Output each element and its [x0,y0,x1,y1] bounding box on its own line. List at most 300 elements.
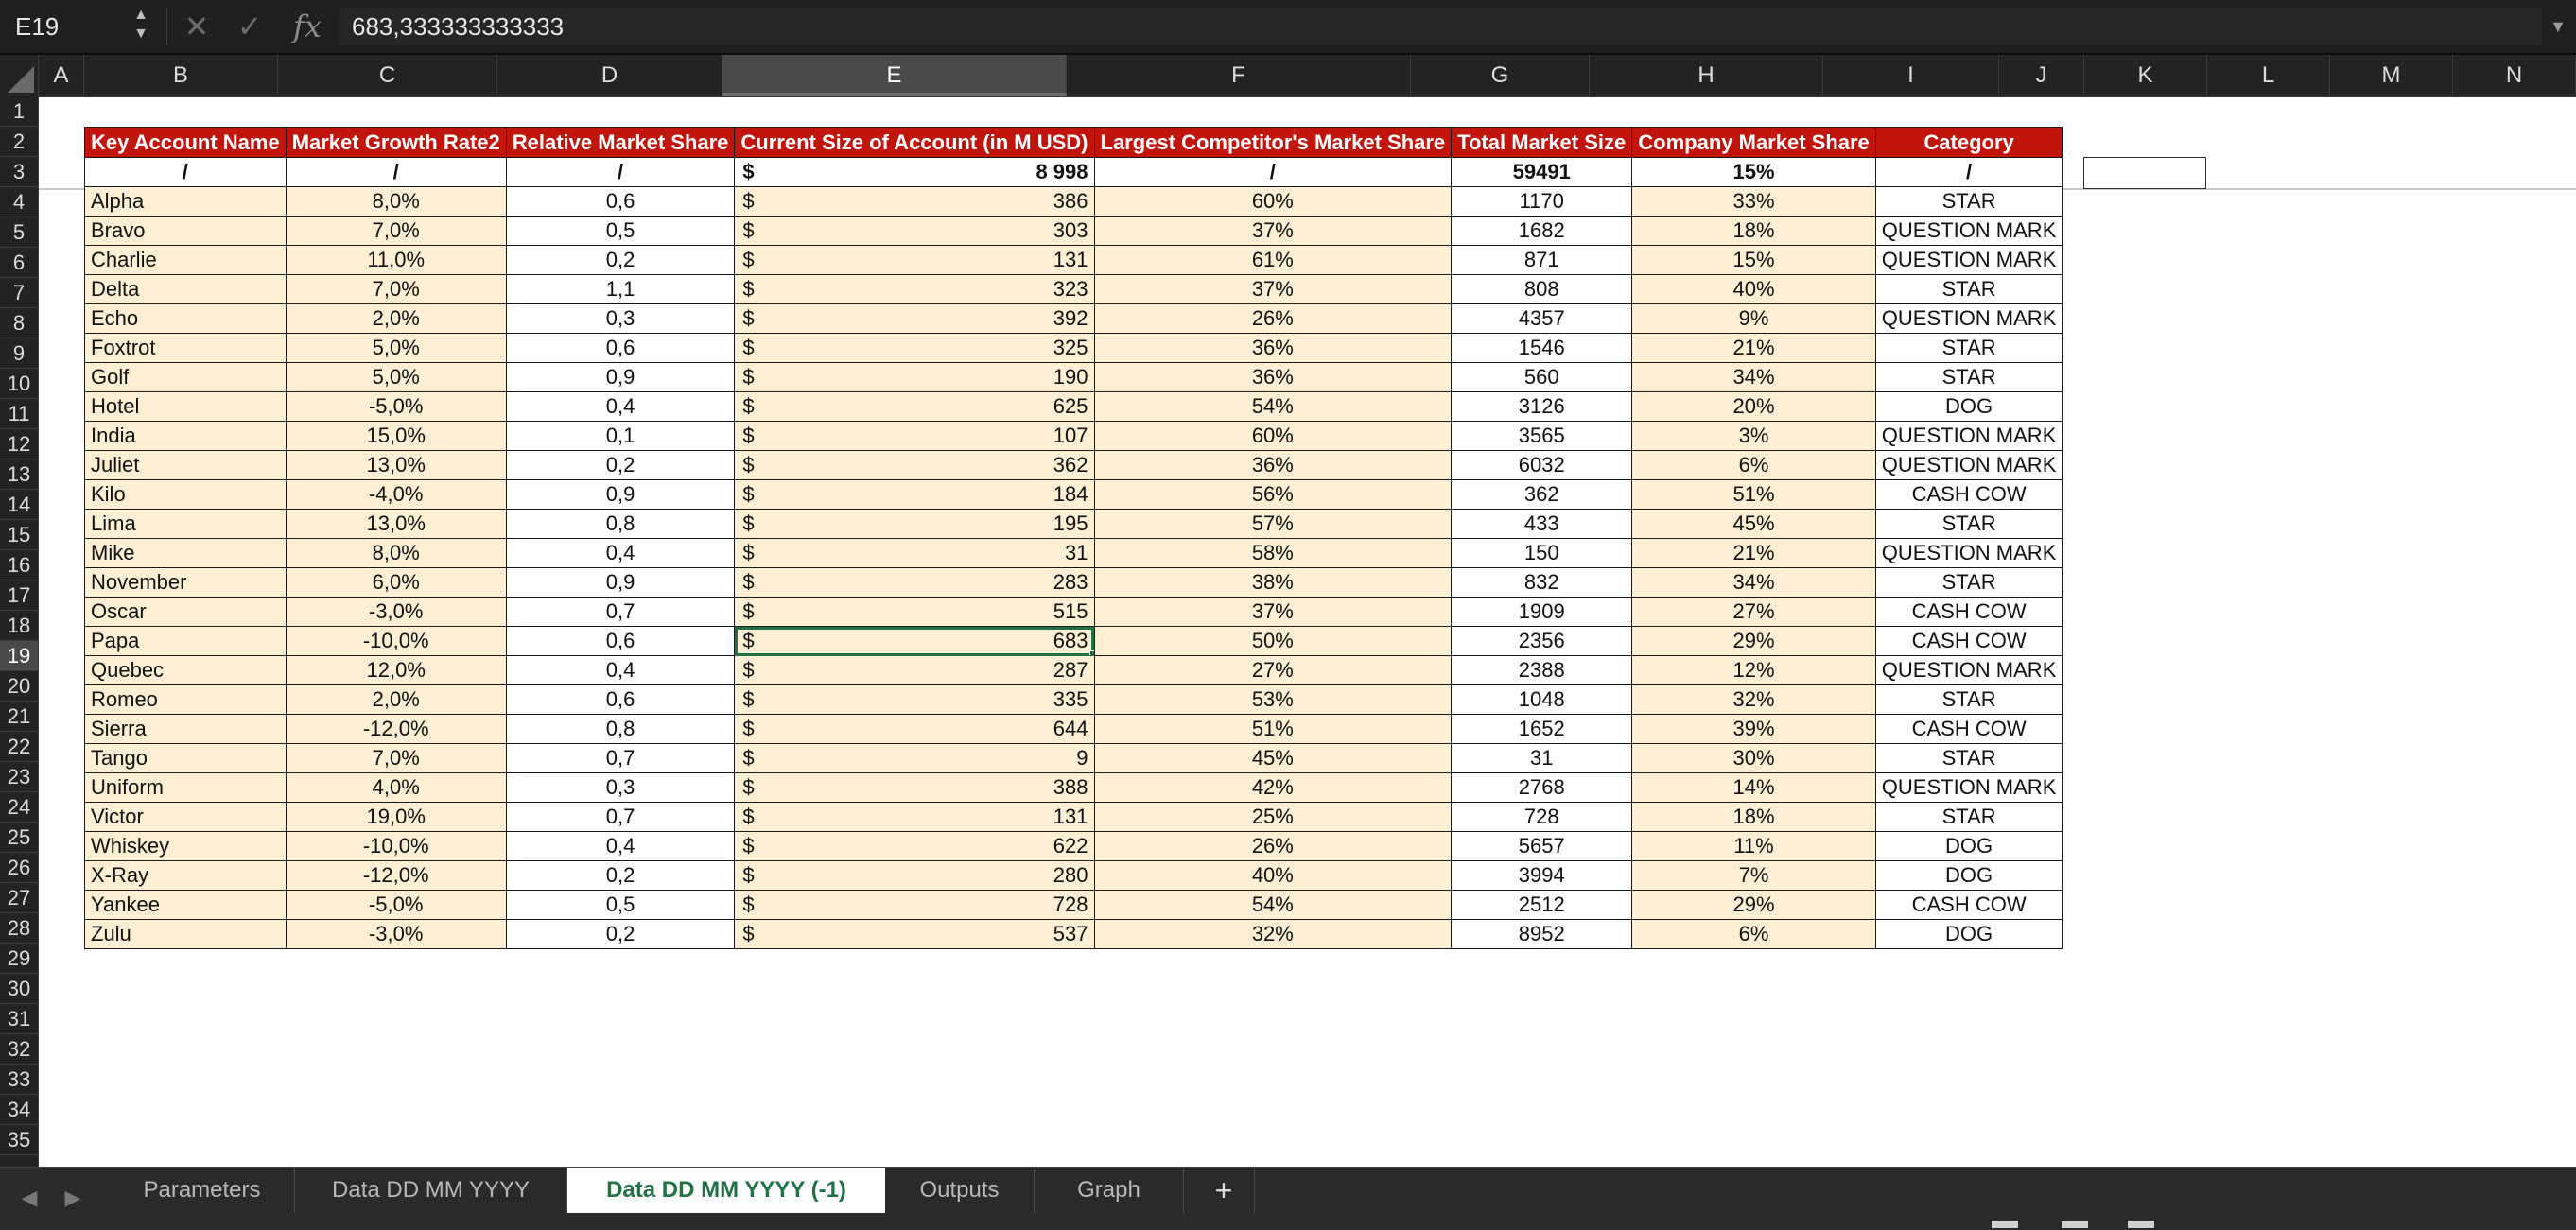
cell-total-market[interactable]: 832 [1452,568,1632,598]
cell-competitor-share[interactable]: 54% [1094,891,1452,920]
cell-growth[interactable]: / [286,158,506,187]
empty-cell-box[interactable] [2083,157,2206,189]
row-header-2[interactable]: 2 [0,127,38,157]
cell-competitor-share[interactable]: 27% [1094,656,1452,685]
row-header-18[interactable]: 18 [0,611,38,641]
column-header-l[interactable]: L [2207,55,2330,96]
cell-current-size[interactable] [735,451,1094,480]
cell-current-size[interactable] [735,568,1094,598]
cell-growth[interactable]: 4,0% [286,773,506,803]
cell-competitor-share[interactable]: 54% [1094,392,1452,422]
cell-current-size[interactable] [735,891,1094,920]
cell-name[interactable]: Alpha [85,187,287,217]
cell-competitor-share[interactable]: 36% [1094,451,1452,480]
cell-competitor-share[interactable]: 26% [1094,304,1452,334]
cell-total-market[interactable]: 871 [1452,246,1632,275]
cell-category[interactable]: STAR [1875,363,2063,392]
cell-total-market[interactable]: 362 [1452,480,1632,510]
cell-company-share[interactable]: 15% [1632,246,1876,275]
cell-total-market[interactable]: 3994 [1452,861,1632,891]
cell-relative-share[interactable]: 0,5 [506,891,735,920]
cell-total-market[interactable]: 1682 [1452,217,1632,246]
cell-company-share[interactable]: 9% [1632,304,1876,334]
cell-competitor-share[interactable]: 45% [1094,744,1452,773]
cell-growth[interactable]: 8,0% [286,187,506,217]
cell-current-size[interactable] [735,744,1094,773]
cell-category[interactable]: STAR [1875,275,2063,304]
cell-current-size[interactable] [735,392,1094,422]
cell-company-share[interactable]: 29% [1632,627,1876,656]
cell-current-size[interactable] [735,656,1094,685]
cell-company-share[interactable]: 18% [1632,217,1876,246]
cell-total-market[interactable]: 2512 [1452,891,1632,920]
cell-relative-share[interactable]: 0,7 [506,598,735,627]
cell-company-share[interactable]: 14% [1632,773,1876,803]
column-title[interactable]: Market Growth Rate2 [286,128,506,158]
row-header-28[interactable]: 28 [0,913,38,944]
cell-competitor-share[interactable]: 36% [1094,334,1452,363]
cell-company-share[interactable]: 32% [1632,685,1876,715]
cell-growth[interactable]: 2,0% [286,685,506,715]
cell-growth[interactable]: 7,0% [286,217,506,246]
sheet-tab[interactable]: Outputs [885,1168,1035,1213]
row-header-7[interactable]: 7 [0,278,38,308]
cell-current-size[interactable] [735,480,1094,510]
cell-company-share[interactable]: 6% [1632,451,1876,480]
cell-current-size[interactable] [735,334,1094,363]
cell-relative-share[interactable]: 0,2 [506,861,735,891]
add-sheet-button[interactable]: + [1193,1168,1255,1213]
column-header-h[interactable]: H [1590,55,1823,96]
cell-name[interactable]: Quebec [85,656,287,685]
cell-category[interactable]: CASH COW [1875,891,2063,920]
cell-total-market[interactable]: 2356 [1452,627,1632,656]
cell-competitor-share[interactable]: 32% [1094,920,1452,949]
cell-growth[interactable]: 13,0% [286,510,506,539]
column-title[interactable]: Key Account Name [85,128,287,158]
cell-current-size[interactable] [735,510,1094,539]
selected-cell[interactable] [735,627,1094,656]
cell-name[interactable]: Juliet [85,451,287,480]
normal-view-icon[interactable] [1992,1221,2018,1228]
cell-category[interactable]: QUESTION MARK [1875,656,2063,685]
cell-current-size[interactable] [735,422,1094,451]
cell-company-share[interactable]: 30% [1632,744,1876,773]
cell-competitor-share[interactable]: / [1094,158,1452,187]
cell-competitor-share[interactable]: 53% [1094,685,1452,715]
currency-value: 131 [1053,248,1088,271]
cell-total-market[interactable]: 1048 [1452,685,1632,715]
page-break-icon[interactable] [2128,1221,2154,1228]
cell-current-size[interactable] [735,685,1094,715]
column-header-j[interactable]: J [1999,55,2084,96]
cell-name[interactable]: Oscar [85,598,287,627]
cell-relative-share[interactable]: 0,4 [506,392,735,422]
cell-competitor-share[interactable]: 25% [1094,803,1452,832]
cell-growth[interactable]: 11,0% [286,246,506,275]
cell-name[interactable]: Lima [85,510,287,539]
column-header-c[interactable]: C [278,55,497,96]
cell-category[interactable]: QUESTION MARK [1875,539,2063,568]
sheet-tab[interactable]: Parameters [110,1168,295,1213]
cell-company-share[interactable]: 21% [1632,539,1876,568]
cell-company-share[interactable]: 45% [1632,510,1876,539]
row-header-33[interactable]: 33 [0,1065,38,1095]
cell-category[interactable]: STAR [1875,685,2063,715]
cell-current-size[interactable] [735,920,1094,949]
cell-company-share[interactable]: 11% [1632,832,1876,861]
cell-growth[interactable]: -12,0% [286,715,506,744]
cell-growth[interactable]: -10,0% [286,832,506,861]
cell-name[interactable]: Mike [85,539,287,568]
sheet-grid[interactable] [39,96,2576,1167]
scroll-left-icon[interactable]: ◀ [21,1186,38,1209]
name-box-stepper-icon[interactable]: ▲ ▼ [133,7,148,42]
cell-competitor-share[interactable]: 51% [1094,715,1452,744]
column-header-d[interactable]: D [497,55,722,96]
row-header-4[interactable]: 4 [0,187,38,217]
currency-value: 287 [1053,658,1088,682]
cell-total-market[interactable]: 560 [1452,363,1632,392]
cell-growth[interactable]: 7,0% [286,275,506,304]
cell-category[interactable]: QUESTION MARK [1875,451,2063,480]
cell-total-market[interactable]: 6032 [1452,451,1632,480]
cell-total-market[interactable]: 8952 [1452,920,1632,949]
cell-competitor-share[interactable]: 58% [1094,539,1452,568]
cell-company-share[interactable]: 34% [1632,363,1876,392]
column-header-m[interactable]: M [2330,55,2453,96]
row-header-14[interactable]: 14 [0,490,38,520]
cell-name[interactable]: Romeo [85,685,287,715]
cell-name[interactable]: Kilo [85,480,287,510]
cell-growth[interactable]: -3,0% [286,598,506,627]
row-header-34[interactable]: 34 [0,1095,38,1125]
column-header-g[interactable]: G [1411,55,1590,96]
cell-total-market[interactable]: 433 [1452,510,1632,539]
cell-current-size[interactable] [735,217,1094,246]
cell-competitor-share[interactable]: 61% [1094,246,1452,275]
cell-competitor-share[interactable]: 56% [1094,480,1452,510]
cell-current-size[interactable] [735,715,1094,744]
cell-company-share[interactable]: 12% [1632,656,1876,685]
cell-growth[interactable]: -10,0% [286,627,506,656]
column-title[interactable]: Current Size of Account (in M USD) [735,128,1094,158]
cell-competitor-share[interactable]: 37% [1094,217,1452,246]
cell-category[interactable]: DOG [1875,392,2063,422]
cell-category[interactable]: CASH COW [1875,480,2063,510]
cell-current-size[interactable] [735,275,1094,304]
cell-total-market[interactable]: 1909 [1452,598,1632,627]
table-row [85,187,2063,217]
row-header-30[interactable]: 30 [0,974,38,1004]
column-header-e[interactable]: E [722,55,1067,96]
cell-competitor-share[interactable]: 60% [1094,187,1452,217]
cell-category[interactable]: / [1875,158,2063,187]
cell-category[interactable]: QUESTION MARK [1875,246,2063,275]
chevron-down-icon[interactable]: ▼ [2550,17,2567,36]
row-header-27[interactable]: 27 [0,883,38,913]
sheet-tab[interactable]: Data DD MM YYYY [295,1168,567,1213]
cell-category[interactable]: QUESTION MARK [1875,217,2063,246]
cell-category[interactable]: QUESTION MARK [1875,773,2063,803]
cell-relative-share[interactable]: 0,8 [506,715,735,744]
cell-total-market[interactable]: 2768 [1452,773,1632,803]
row-header-25[interactable]: 25 [0,823,38,853]
row-header-22[interactable]: 22 [0,732,38,762]
cell-competitor-share[interactable]: 57% [1094,510,1452,539]
cell-name[interactable]: / [85,158,287,187]
cell-name[interactable]: India [85,422,287,451]
cell-name[interactable]: Tango [85,744,287,773]
cell-category[interactable]: QUESTION MARK [1875,304,2063,334]
row-header-12[interactable]: 12 [0,429,38,459]
cell-current-size[interactable] [735,773,1094,803]
cell-current-size[interactable] [735,539,1094,568]
cell-name[interactable]: Zulu [85,920,287,949]
column-header-k[interactable]: K [2084,55,2207,96]
cell-current-size[interactable] [735,158,1094,187]
row-header-26[interactable]: 26 [0,853,38,883]
cell-growth[interactable]: 6,0% [286,568,506,598]
cell-name[interactable]: Charlie [85,246,287,275]
column-title[interactable]: Total Market Size [1452,128,1632,158]
cell-category[interactable]: DOG [1875,832,2063,861]
cell-current-size[interactable] [735,363,1094,392]
cell-relative-share[interactable]: 0,9 [506,480,735,510]
cell-company-share[interactable]: 29% [1632,891,1876,920]
cell-company-share[interactable]: 39% [1632,715,1876,744]
cell-company-share[interactable]: 40% [1632,275,1876,304]
cell-company-share[interactable]: 20% [1632,392,1876,422]
cell-competitor-share[interactable]: 42% [1094,773,1452,803]
cell-name[interactable]: Delta [85,275,287,304]
cell-current-size[interactable] [735,861,1094,891]
cell-growth[interactable]: 5,0% [286,363,506,392]
cell-relative-share[interactable]: 0,2 [506,246,735,275]
cell-relative-share[interactable]: / [506,158,735,187]
cell-competitor-share[interactable]: 60% [1094,422,1452,451]
name-box[interactable]: E19 [15,12,60,41]
cell-total-market[interactable]: 1546 [1452,334,1632,363]
column-title[interactable]: Category [1875,128,2063,158]
cell-category[interactable]: STAR [1875,568,2063,598]
column-title[interactable]: Largest Competitor's Market Share [1094,128,1452,158]
cell-company-share[interactable]: 51% [1632,480,1876,510]
cell-company-share[interactable]: 18% [1632,803,1876,832]
cell-name[interactable]: Yankee [85,891,287,920]
row-header-8[interactable]: 8 [0,308,38,338]
cell-current-size[interactable] [735,803,1094,832]
column-title[interactable]: Relative Market Share [506,128,735,158]
sheet-tab[interactable]: Graph [1035,1168,1184,1213]
cell-relative-share[interactable]: 1,1 [506,275,735,304]
row-header-21[interactable]: 21 [0,702,38,732]
cell-total-market[interactable]: 150 [1452,539,1632,568]
cell-name[interactable]: Hotel [85,392,287,422]
cell-competitor-share[interactable]: 26% [1094,832,1452,861]
column-header-f[interactable]: F [1067,55,1411,96]
cell-relative-share[interactable]: 0,6 [506,685,735,715]
cell-company-share[interactable]: 3% [1632,422,1876,451]
page-layout-icon[interactable] [2062,1221,2088,1228]
row-header-9[interactable]: 9 [0,338,38,369]
select-all-button[interactable] [0,55,39,96]
row-header-24[interactable]: 24 [0,792,38,823]
cell-relative-share[interactable]: 0,8 [506,510,735,539]
cell-growth[interactable]: 5,0% [286,334,506,363]
cell-relative-share[interactable]: 0,3 [506,773,735,803]
cell-current-size[interactable] [735,304,1094,334]
row-header-29[interactable]: 29 [0,944,38,974]
formula-input[interactable]: 683,333333333333 [339,8,2542,45]
cell-growth[interactable]: -5,0% [286,891,506,920]
column-header-b[interactable]: B [84,55,278,96]
cell-name[interactable]: Sierra [85,715,287,744]
cell-category[interactable]: QUESTION MARK [1875,422,2063,451]
cell-category[interactable]: DOG [1875,920,2063,949]
row-header-3[interactable]: 3 [0,157,38,187]
function-icon[interactable]: fx [293,9,322,44]
cell-category[interactable]: STAR [1875,510,2063,539]
cell-growth[interactable]: 7,0% [286,744,506,773]
cell-relative-share[interactable]: 0,3 [506,304,735,334]
cell-name[interactable]: Foxtrot [85,334,287,363]
close-icon[interactable]: ✕ [183,9,210,43]
cell-growth[interactable]: -12,0% [286,861,506,891]
cell-relative-share[interactable]: 0,9 [506,363,735,392]
row-header-20[interactable]: 20 [0,671,38,702]
sheet-tab-bar [0,1167,2576,1230]
cell-total-market[interactable]: 808 [1452,275,1632,304]
row-header-15[interactable]: 15 [0,520,38,550]
cell-relative-share[interactable]: 0,6 [506,187,735,217]
cell-growth[interactable]: 13,0% [286,451,506,480]
cell-current-size[interactable] [735,246,1094,275]
cell-relative-share[interactable]: 0,6 [506,627,735,656]
cell-category[interactable]: STAR [1875,334,2063,363]
cell-growth[interactable]: 19,0% [286,803,506,832]
row-header-19[interactable]: 19 [0,641,38,671]
cell-competitor-share[interactable]: 36% [1094,363,1452,392]
cell-category[interactable]: DOG [1875,861,2063,891]
cell-competitor-share[interactable]: 37% [1094,598,1452,627]
row-header-6[interactable]: 6 [0,248,38,278]
row-header-5[interactable]: 5 [0,217,38,248]
cell-category[interactable]: CASH COW [1875,715,2063,744]
cell-name[interactable]: Echo [85,304,287,334]
cell-total-market[interactable]: 4357 [1452,304,1632,334]
cell-competitor-share[interactable]: 50% [1094,627,1452,656]
cell-name[interactable]: Victor [85,803,287,832]
cell-total-market[interactable]: 59491 [1452,158,1632,187]
cell-relative-share[interactable]: 0,2 [506,920,735,949]
cell-relative-share[interactable]: 0,4 [506,539,735,568]
row-header-31[interactable]: 31 [0,1004,38,1034]
row-header-16[interactable]: 16 [0,550,38,580]
cell-name[interactable]: Whiskey [85,832,287,861]
cell-current-size[interactable] [735,598,1094,627]
sheet-tab[interactable]: Data DD MM YYYY (-1) [567,1168,885,1213]
cell-company-share[interactable]: 6% [1632,920,1876,949]
check-icon[interactable]: ✓ [236,9,263,43]
row-header-1[interactable]: 1 [0,96,38,127]
cell-category[interactable]: CASH COW [1875,627,2063,656]
cell-growth[interactable]: 2,0% [286,304,506,334]
cell-category[interactable]: CASH COW [1875,598,2063,627]
cell-category[interactable]: STAR [1875,744,2063,773]
cell-total-market[interactable]: 2388 [1452,656,1632,685]
row-header-11[interactable]: 11 [0,399,38,429]
cell-competitor-share[interactable]: 38% [1094,568,1452,598]
cell-company-share[interactable]: 21% [1632,334,1876,363]
cell-total-market[interactable]: 3565 [1452,422,1632,451]
cell-relative-share[interactable]: 0,4 [506,832,735,861]
cell-relative-share[interactable]: 0,7 [506,803,735,832]
cell-company-share[interactable]: 34% [1632,568,1876,598]
cell-total-market[interactable]: 1652 [1452,715,1632,744]
cell-growth[interactable]: -4,0% [286,480,506,510]
cell-current-size[interactable] [735,187,1094,217]
cell-competitor-share[interactable]: 40% [1094,861,1452,891]
cell-category[interactable]: STAR [1875,803,2063,832]
row-header-13[interactable]: 13 [0,459,38,490]
cell-relative-share[interactable]: 0,2 [506,451,735,480]
column-title[interactable]: Company Market Share [1632,128,1876,158]
column-header-i[interactable]: I [1823,55,1999,96]
row-header-32[interactable]: 32 [0,1034,38,1065]
row-header-23[interactable]: 23 [0,762,38,792]
cell-total-market[interactable]: 5657 [1452,832,1632,861]
cell-relative-share[interactable]: 0,6 [506,334,735,363]
cell-total-market[interactable]: 1170 [1452,187,1632,217]
cell-company-share[interactable]: 15% [1632,158,1876,187]
cell-growth[interactable]: -5,0% [286,392,506,422]
cell-company-share[interactable]: 27% [1632,598,1876,627]
cell-total-market[interactable]: 31 [1452,744,1632,773]
cell-relative-share[interactable]: 0,7 [506,744,735,773]
formula-bar [0,0,2576,55]
cell-name[interactable]: X-Ray [85,861,287,891]
cell-growth[interactable]: 15,0% [286,422,506,451]
cell-growth[interactable]: -3,0% [286,920,506,949]
cell-category[interactable]: STAR [1875,187,2063,217]
cell-growth[interactable]: 8,0% [286,539,506,568]
cell-name[interactable]: Uniform [85,773,287,803]
cell-company-share[interactable]: 7% [1632,861,1876,891]
cell-relative-share[interactable]: 0,9 [506,568,735,598]
column-header-n[interactable]: N [2453,55,2576,96]
column-header-a[interactable]: A [39,55,84,96]
cell-name[interactable]: Bravo [85,217,287,246]
cell-name[interactable]: Papa [85,627,287,656]
row-header-17[interactable]: 17 [0,580,38,611]
row-header-35[interactable]: 35 [0,1125,38,1155]
cell-competitor-share[interactable]: 37% [1094,275,1452,304]
scroll-right-icon[interactable]: ▶ [64,1186,81,1209]
cell-growth[interactable]: 12,0% [286,656,506,685]
cell-total-market[interactable]: 728 [1452,803,1632,832]
cell-name[interactable]: November [85,568,287,598]
cell-current-size[interactable] [735,832,1094,861]
cell-total-market[interactable]: 3126 [1452,392,1632,422]
cell-company-share[interactable]: 33% [1632,187,1876,217]
row-header-10[interactable]: 10 [0,369,38,399]
cell-relative-share[interactable]: 0,5 [506,217,735,246]
cell-relative-share[interactable]: 0,4 [506,656,735,685]
cell-relative-share[interactable]: 0,1 [506,422,735,451]
cell-name[interactable]: Golf [85,363,287,392]
table-row [85,392,2063,422]
